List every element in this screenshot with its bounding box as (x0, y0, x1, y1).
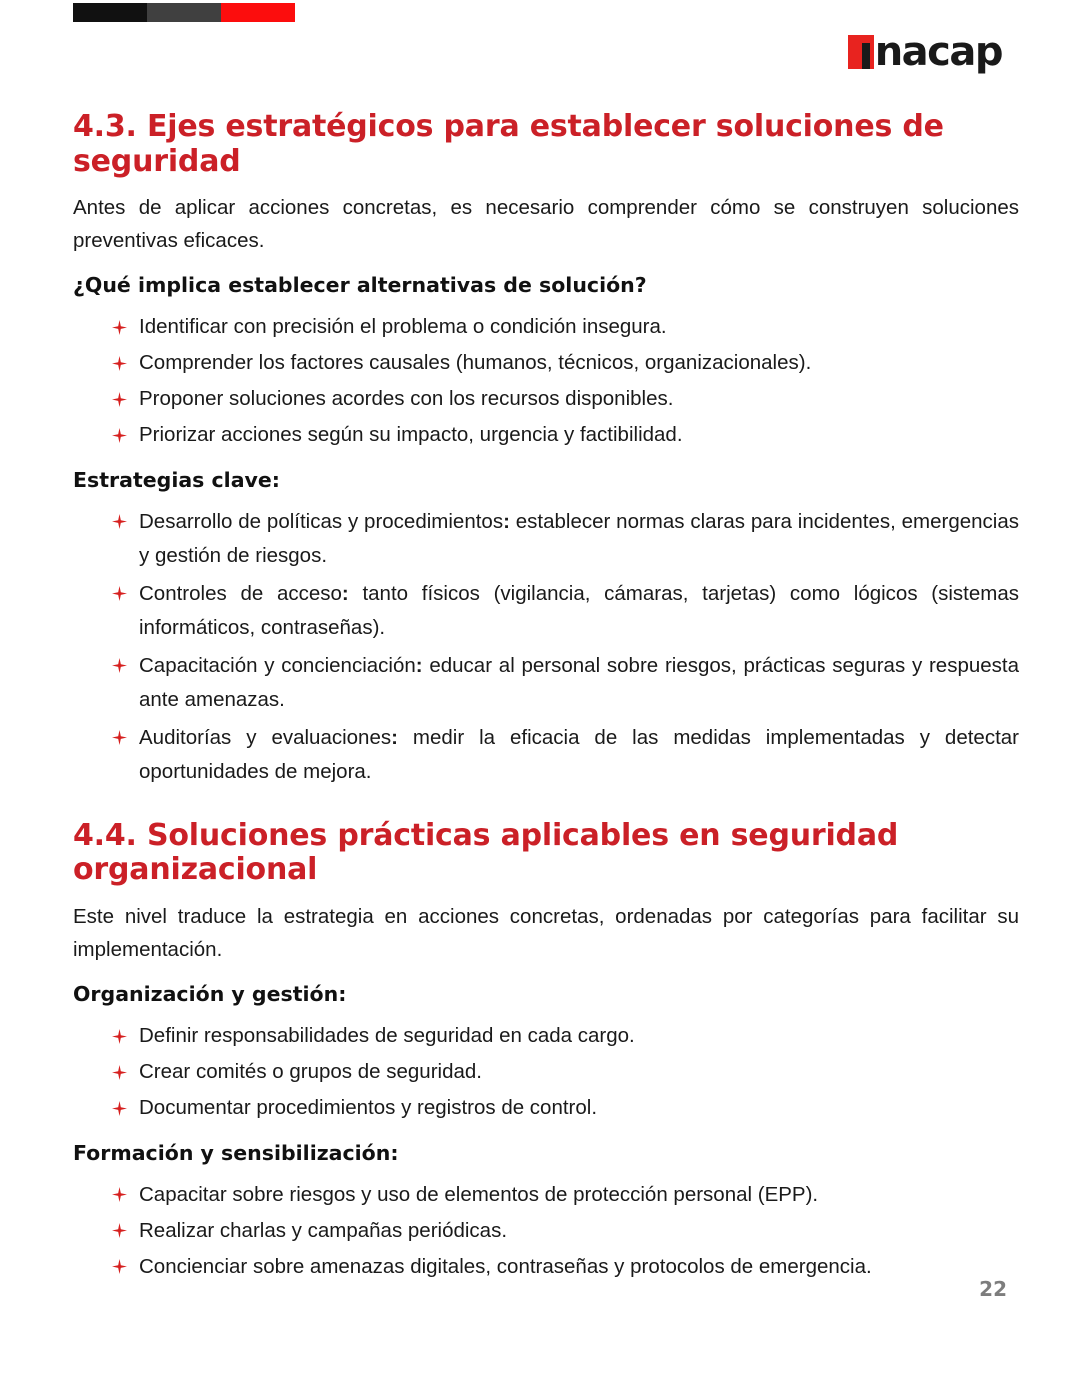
section-4-3-intro-paragraph: Antes de aplicar acciones concretas, es necesario comprender cómo se construyen soluciones preventivas eficaces. (73, 196, 1019, 253)
header-bar-segment-gray (147, 3, 221, 22)
list-item (112, 649, 1019, 717)
section-heading-4-4: 4.4. Soluciones prácticas aplicables en seguridad organizacional (73, 817, 899, 888)
header-color-bar (73, 3, 295, 22)
list-item (112, 310, 1019, 344)
list-item-lead: Controles de acceso (139, 581, 342, 605)
list-item-text: establecer normas claras para incidentes, emergencias y gestión de riesgos. (139, 509, 1019, 567)
list-item-text: Comprender los factores causales (humanos, técnicos, organizacionales). (139, 351, 812, 375)
list-item-text: Proponer soluciones acordes con los recursos disponibles. (139, 387, 674, 411)
subheading-que-implica: ¿Qué implica establecer alternativas de solución? (73, 273, 647, 298)
list-item-text: Concienciar sobre amenazas digitales, contraseñas y protocolos de emergencia. (139, 1254, 872, 1278)
four-point-star-icon (112, 382, 130, 416)
section-4-4-intro-paragraph: Este nivel traduce la estrategia en acciones concretas, ordenadas por categorías para facilitar su implementación. (73, 904, 1019, 962)
four-point-star-icon (112, 1214, 130, 1248)
lead-colon: : (391, 725, 398, 749)
subheading-organizacion-gestion: Organización y gestión: (73, 982, 347, 1007)
list-item (112, 1214, 1019, 1248)
list-item-text: educar al personal sobre riesgos, prácticas seguras y respuesta ante amenazas. (139, 653, 1019, 711)
four-point-star-icon (112, 1055, 130, 1089)
four-point-star-icon (112, 1019, 130, 1053)
four-point-star-icon (112, 577, 130, 611)
list-item (112, 721, 1019, 789)
four-point-star-icon (112, 1091, 130, 1125)
four-point-star-icon (112, 1250, 130, 1284)
four-point-star-icon (112, 1178, 130, 1212)
page-number: 22 (979, 1277, 1007, 1301)
header-bar-segment-red (221, 3, 295, 22)
logo-i-mark-icon (848, 35, 874, 69)
inacap-logo (848, 30, 1002, 74)
list-item-text: Documentar procedimientos y registros de control. (139, 1096, 598, 1120)
list-item-lead: Auditorías y evaluaciones (139, 725, 392, 749)
list-item (112, 346, 1019, 380)
four-point-star-icon (112, 418, 130, 452)
list-item (112, 1091, 1019, 1125)
list-estrategias-clave (73, 505, 1019, 789)
list-item (112, 577, 1019, 645)
logo-wordmark: nacap (874, 29, 1002, 75)
list-item-lead: Capacitación y concienciación (139, 653, 416, 677)
list-item-text: Crear comités o grupos de seguridad. (139, 1060, 482, 1084)
list-item (112, 418, 1019, 452)
list-item-text: tanto físicos (vigilancia, cámaras, tarjetas) como lógicos (sistemas informáticos, contraseñas). (139, 581, 1019, 639)
lead-colon: : (503, 509, 510, 533)
list-item (112, 1019, 1019, 1053)
subheading-formacion-sensibilizacion: Formación y sensibilización: (73, 1141, 399, 1166)
four-point-star-icon (112, 649, 130, 683)
page-content (73, 110, 1019, 1298)
list-item (112, 1178, 1019, 1212)
logo-i-stem (862, 43, 870, 69)
list-item-text: Identificar con precisión el problema o condición insegura. (139, 315, 667, 339)
list-item (112, 1250, 1019, 1284)
list-item (112, 382, 1019, 416)
subheading-estrategias-clave: Estrategias clave: (73, 468, 281, 493)
list-item-text: Priorizar acciones según su impacto, urgencia y factibilidad. (139, 423, 683, 447)
four-point-star-icon (112, 505, 130, 539)
four-point-star-icon (112, 721, 130, 755)
header-bar-segment-black (73, 3, 147, 22)
list-item (112, 1055, 1019, 1089)
list-item-lead: Desarrollo de políticas y procedimientos (139, 509, 504, 533)
lead-colon: : (415, 653, 423, 677)
list-organizacion-gestion (73, 1019, 1019, 1125)
four-point-star-icon (112, 346, 130, 380)
list-que-implica (73, 310, 1019, 452)
four-point-star-icon (112, 310, 130, 344)
logo-red-square (848, 35, 874, 69)
list-item-text: Realizar charlas y campañas periódicas. (139, 1218, 508, 1242)
section-heading-4-3: 4.3. Ejes estratégicos para establecer soluciones de seguridad (73, 109, 944, 179)
list-item-text: medir la eficacia de las medidas implementadas y detectar oportunidades de mejora. (139, 725, 1019, 783)
lead-colon: : (341, 581, 349, 605)
list-item-text: Capacitar sobre riesgos y uso de elementos de protección personal (EPP). (139, 1182, 819, 1206)
list-item (112, 505, 1019, 573)
list-item-text: Definir responsabilidades de seguridad en cada cargo. (139, 1024, 635, 1048)
list-formacion-sensibilizacion (73, 1178, 1019, 1284)
